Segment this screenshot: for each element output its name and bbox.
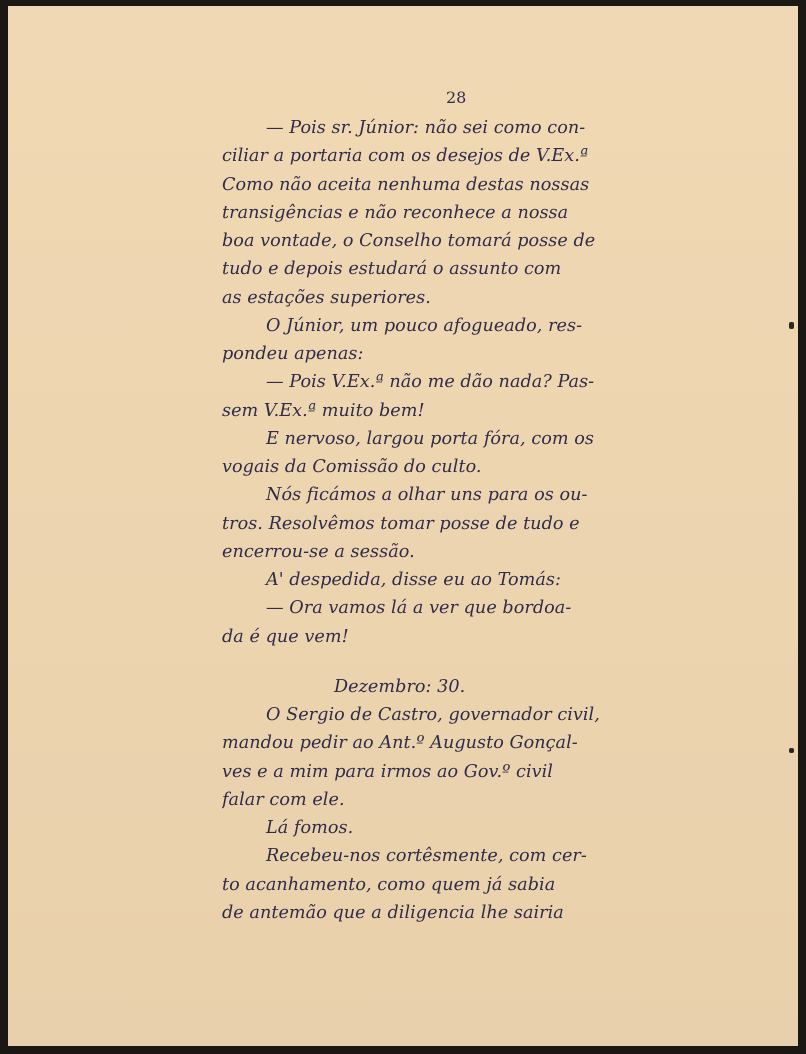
text-line: O Sergio de Castro, governador civil, [266,705,600,725]
page-edge-mark [789,322,794,329]
date-heading: Dezembro: 30. [334,676,466,697]
manuscript-page [8,6,798,1046]
text-line: ciliar a portaria com os desejos de V.Ex.ª [222,146,589,167]
text-line: Nós ficámos a olhar uns para os ou- [266,485,588,506]
text-line: O Júnior, um pouco afogueado, res- [266,315,583,336]
page-edge-mark [789,748,794,753]
text-line: — Pois V.Ex.ª não me dão nada? Pas- [266,372,595,393]
text-line: sem V.Ex.ª muito bem! [222,400,425,421]
section-gap [222,651,708,673]
text-line: to acanhamento, como quem já sabia [222,874,556,895]
text-line: mandou pedir ao Ant.º Augusto Gonçal- [222,733,578,754]
text-line: A' despedida, disse eu ao Tomás: [266,570,561,590]
text-line: Lá fomos. [266,818,354,838]
text-line: da é que vem! [222,626,349,647]
text-line: transigências e não reconhece a nossa [222,202,569,223]
text-line: ves e a mim para irmos ao Gov.º civil [222,761,553,782]
text-line: Recebeu-nos cortêsmente, com cer- [266,846,587,867]
text-line: tros. Resolvêmos tomar posse de tudo e [222,513,580,534]
text-line: vogais da Comissão do culto. [222,457,482,477]
text-line: Como não aceita nenhuma destas nossas [222,174,590,195]
text-line: as estações superiores. [222,287,431,308]
text-line: E nervoso, largou porta fóra, com os [266,428,594,449]
text-line: falar com ele. [222,789,345,810]
text-line: boa vontade, o Conselho tomará posse de [222,231,596,251]
text-line: — Ora vamos lá a ver que bordoa- [266,598,572,619]
page-number: 28 [446,88,467,107]
text-line: tudo e depois estudará o assunto com [222,259,562,280]
text-line: de antemão que a diligencia lhe sairia [222,902,564,923]
text-line: pondeu apenas: [222,344,364,364]
text-line: encerrou-se a sessão. [222,541,415,562]
handwritten-text [222,114,708,927]
text-line: — Pois sr. Júnior: não sei como con- [266,118,586,138]
